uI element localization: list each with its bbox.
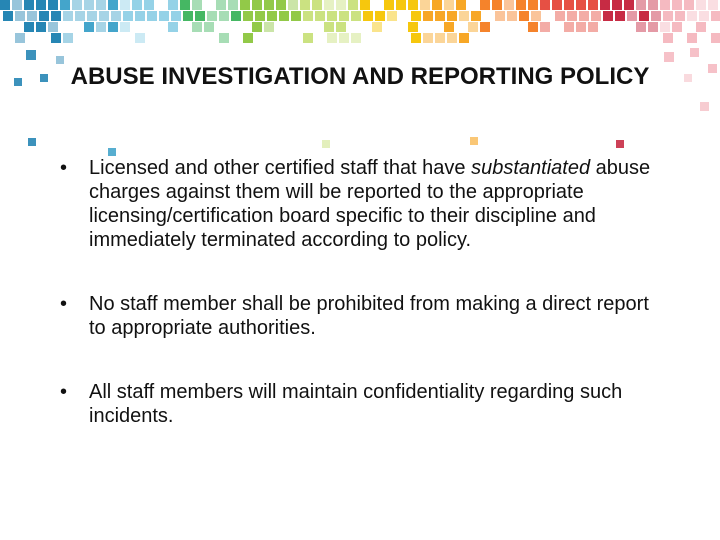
mosaic-tile: [15, 33, 25, 43]
mosaic-tile: [507, 11, 517, 21]
mosaic-tile: [363, 11, 373, 21]
mosaic-tile: [108, 22, 118, 32]
mosaic-tile: [423, 33, 433, 43]
mosaic-tile: [576, 0, 586, 10]
mosaic-tile: [411, 33, 421, 43]
mosaic-tile: [327, 33, 337, 43]
mosaic-tile: [135, 33, 145, 43]
mosaic-tile: [408, 22, 418, 32]
mosaic-tile: [291, 11, 301, 21]
mosaic-tile: [684, 0, 694, 10]
mosaic-tile: [336, 0, 346, 10]
mosaic-tile: [591, 11, 601, 21]
mosaic-tile: [264, 0, 274, 10]
mosaic-tile: [687, 33, 697, 43]
mosaic-tile: [660, 0, 670, 10]
mosaic-tile: [339, 33, 349, 43]
mosaic-tile: [411, 11, 421, 21]
mosaic-tile: [144, 0, 154, 10]
mosaic-tile: [27, 11, 37, 21]
mosaic-tile: [699, 11, 709, 21]
slide-title: ABUSE INVESTIGATION AND REPORTING POLICY: [70, 63, 650, 90]
mosaic-tile: [303, 11, 313, 21]
mosaic-tile: [384, 0, 394, 10]
mosaic-tile: [327, 11, 337, 21]
mosaic-tile: [636, 22, 646, 32]
mosaic-tile: [147, 11, 157, 21]
mosaic-tile: [396, 0, 406, 10]
mosaic-tile: [135, 11, 145, 21]
mosaic-tile: [468, 22, 478, 32]
mosaic-tile: [615, 11, 625, 21]
mosaic-tile: [24, 0, 34, 10]
mosaic-tile: [612, 0, 622, 10]
bullet-marker: •: [60, 293, 68, 315]
mosaic-tile: [387, 11, 397, 21]
mosaic-tile: [504, 0, 514, 10]
mosaic-tile: [360, 0, 370, 10]
mosaic-tile: [312, 0, 322, 10]
mosaic-tile: [36, 22, 46, 32]
mosaic-tile: [180, 0, 190, 10]
mosaic-tile: [444, 22, 454, 32]
mosaic-tile: [459, 33, 469, 43]
bullet-text: All staff members will maintain confidentiality regarding such incidents.: [89, 381, 623, 427]
mosaic-tile: [75, 11, 85, 21]
mosaic-tile: [528, 22, 538, 32]
mosaic-tile: [447, 33, 457, 43]
mosaic-tile: [60, 0, 70, 10]
mosaic-tile: [219, 11, 229, 21]
mosaic-tile: [708, 0, 718, 10]
mosaic-tile: [600, 0, 610, 10]
mosaic-tile: [711, 11, 720, 21]
mosaic-tile: [84, 0, 94, 10]
mosaic-tile: [168, 0, 178, 10]
mosaic-tile: [324, 0, 334, 10]
mosaic-tile: [700, 102, 709, 111]
mosaic-tile: [480, 0, 490, 10]
mosaic-tile: [252, 22, 262, 32]
mosaic-tile: [14, 78, 22, 86]
mosaic-tile: [231, 11, 241, 21]
mosaic-tile: [240, 0, 250, 10]
mosaic-tile: [264, 22, 274, 32]
mosaic-tile: [663, 33, 673, 43]
mosaic-tile: [696, 22, 706, 32]
mosaic-tile: [495, 11, 505, 21]
bullet-marker: •: [60, 157, 68, 179]
mosaic-tile: [351, 33, 361, 43]
mosaic-tile: [435, 11, 445, 21]
mosaic-tile: [664, 52, 674, 62]
mosaic-tile: [540, 22, 550, 32]
bullet-text-rest: abuse charges against them will be reported to the appropriate licensing/certification board specific to their discipline and immediately terminated according to policy.: [89, 157, 651, 251]
mosaic-tile: [267, 11, 277, 21]
mosaic-tile: [564, 0, 574, 10]
bullet-marker: •: [60, 381, 68, 403]
mosaic-tile: [279, 11, 289, 21]
mosaic-tile: [708, 64, 717, 73]
mosaic-tile: [84, 22, 94, 32]
mosaic-tile: [288, 0, 298, 10]
mosaic-tile: [159, 11, 169, 21]
mosaic-tile: [96, 0, 106, 10]
mosaic-tile: [576, 22, 586, 32]
mosaic-tile: [252, 0, 262, 10]
mosaic-tile: [99, 11, 109, 21]
mosaic-tile: [108, 0, 118, 10]
mosaic-tile: [243, 33, 253, 43]
mosaic-tile: [183, 11, 193, 21]
mosaic-tile: [108, 148, 116, 156]
mosaic-tile: [616, 140, 624, 148]
bullet-text: No staff member shall be prohibited from making a direct report to appropriate authorities.: [89, 293, 649, 339]
mosaic-tile: [40, 74, 48, 82]
mosaic-tile: [372, 22, 382, 32]
mosaic-tile: [195, 11, 205, 21]
mosaic-tile: [51, 33, 61, 43]
mosaic-tile: [552, 0, 562, 10]
mosaic-tile: [555, 11, 565, 21]
mosaic-tile: [540, 0, 550, 10]
mosaic-tile: [255, 11, 265, 21]
mosaic-tile: [243, 11, 253, 21]
mosaic-tile: [672, 0, 682, 10]
mosaic-tile: [219, 33, 229, 43]
mosaic-tile: [492, 0, 502, 10]
mosaic-tile: [711, 33, 720, 43]
mosaic-tile: [24, 22, 34, 32]
mosaic-tile: [519, 11, 529, 21]
mosaic-tile: [459, 11, 469, 21]
bullet-list: [60, 156, 660, 428]
mosaic-tile: [15, 11, 25, 21]
mosaic-tile: [531, 11, 541, 21]
mosaic-tile: [168, 22, 178, 32]
mosaic-tile: [435, 33, 445, 43]
mosaic-tile: [672, 22, 682, 32]
mosaic-tile: [564, 22, 574, 32]
mosaic-tile: [480, 22, 490, 32]
mosaic-tile: [651, 11, 661, 21]
mosaic-tile: [348, 0, 358, 10]
mosaic-tile: [192, 0, 202, 10]
mosaic-tile: [351, 11, 361, 21]
mosaic-tile: [663, 11, 673, 21]
bullet-item: [60, 156, 660, 252]
mosaic-tile: [276, 0, 286, 10]
mosaic-tile: [3, 11, 13, 21]
mosaic-tile: [96, 22, 106, 32]
mosaic-tile: [120, 22, 130, 32]
mosaic-tile: [375, 11, 385, 21]
mosaic-tile: [648, 0, 658, 10]
mosaic-tile: [339, 11, 349, 21]
mosaic-tile: [603, 11, 613, 21]
mosaic-tile: [690, 48, 699, 57]
mosaic-tile: [48, 22, 58, 32]
mosaic-tile: [470, 137, 478, 145]
mosaic-tile: [111, 11, 121, 21]
mosaic-tile: [228, 0, 238, 10]
mosaic-tile: [207, 11, 217, 21]
mosaic-tile: [696, 0, 706, 10]
mosaic-tile: [28, 138, 36, 146]
mosaic-tile: [324, 22, 334, 32]
mosaic-tile: [624, 0, 634, 10]
mosaic-tile: [39, 11, 49, 21]
mosaic-tile: [639, 11, 649, 21]
mosaic-tile: [123, 11, 133, 21]
mosaic-tile: [216, 0, 226, 10]
mosaic-tile: [315, 11, 325, 21]
mosaic-tile: [300, 0, 310, 10]
mosaic-tile: [627, 11, 637, 21]
mosaic-tile: [588, 0, 598, 10]
bullet-item: [60, 292, 660, 340]
mosaic-tile: [588, 22, 598, 32]
mosaic-tile: [687, 11, 697, 21]
mosaic-tile: [660, 22, 670, 32]
mosaic-tile: [423, 11, 433, 21]
mosaic-tile: [192, 22, 202, 32]
mosaic-tile: [408, 0, 418, 10]
mosaic-tile: [516, 0, 526, 10]
mosaic-tile: [26, 50, 36, 60]
mosaic-tile: [579, 11, 589, 21]
mosaic-tile: [132, 0, 142, 10]
mosaic-tile: [322, 140, 330, 148]
mosaic-tile: [447, 11, 457, 21]
mosaic-tile: [336, 22, 346, 32]
mosaic-tile: [63, 11, 73, 21]
bullet-emphasis: substantiated: [471, 157, 591, 179]
mosaic-tile: [636, 0, 646, 10]
mosaic-tile: [432, 0, 442, 10]
bullet-item: [60, 380, 660, 428]
mosaic-tile: [303, 33, 313, 43]
mosaic-tile: [528, 0, 538, 10]
mosaic-tile: [471, 11, 481, 21]
mosaic-tile: [12, 0, 22, 10]
mosaic-tile: [87, 11, 97, 21]
mosaic-tile: [456, 0, 466, 10]
mosaic-tile: [63, 33, 73, 43]
mosaic-tile: [420, 0, 430, 10]
mosaic-tile: [72, 0, 82, 10]
mosaic-tile: [0, 0, 10, 10]
mosaic-tile: [120, 0, 130, 10]
mosaic-tile: [648, 22, 658, 32]
mosaic-tile: [171, 11, 181, 21]
mosaic-tile: [51, 11, 61, 21]
mosaic-tile: [204, 22, 214, 32]
mosaic-tile: [444, 0, 454, 10]
bullet-text-lead: Licensed and other certified staff that have: [89, 157, 466, 179]
mosaic-tile: [48, 0, 58, 10]
mosaic-tile: [675, 11, 685, 21]
mosaic-tile: [567, 11, 577, 21]
mosaic-tile: [684, 74, 692, 82]
mosaic-tile: [36, 0, 46, 10]
